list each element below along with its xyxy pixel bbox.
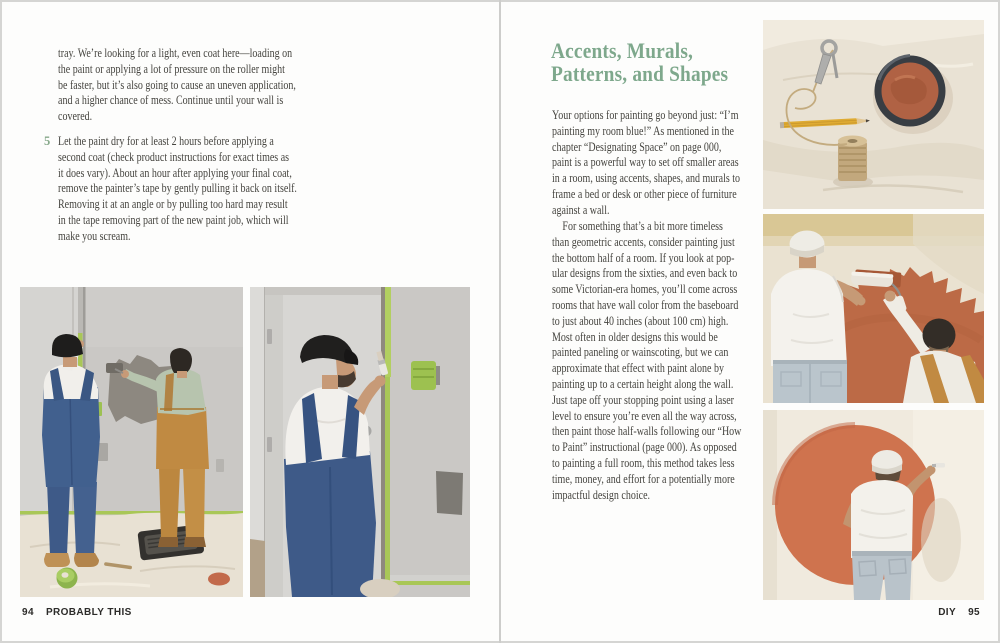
text-line: in the tape removing part of the new paint job, which will bbox=[58, 212, 289, 227]
text-line: to just about 40 inches (about 100 cm) high. bbox=[552, 313, 729, 328]
text-line: Most often in older designs this would be bbox=[552, 329, 718, 344]
body-paragraph-2 bbox=[552, 219, 741, 503]
paint-can-lid bbox=[875, 56, 946, 127]
footer-title-left: PROBABLY THIS bbox=[45, 607, 132, 618]
text-line: Your options for painting go beyond just: “I’m bbox=[552, 108, 739, 122]
right-footer bbox=[938, 607, 980, 618]
text-line: against a wall. bbox=[552, 202, 610, 217]
text-line: level to ensure you’re even all the way across, bbox=[552, 408, 737, 423]
footer-title-right: DIY bbox=[938, 607, 957, 618]
photo-painter-door-tape bbox=[250, 287, 470, 597]
text-line: Just tape off your stopping point using a laser bbox=[552, 392, 735, 407]
body-paragraph-1 bbox=[552, 108, 740, 219]
photo-rolling-terracotta bbox=[763, 214, 984, 403]
text-line: paint is a powerful way to set off smaller areas bbox=[552, 155, 739, 170]
photo-orange-circle bbox=[763, 410, 984, 600]
text-line: painted paneling or wainscoting, but we can bbox=[552, 345, 729, 360]
text-line: For something that’s a bit more timeless bbox=[562, 219, 723, 233]
text-line: in a room, using accents, shapes, and murals to bbox=[552, 171, 741, 186]
text-line: tray. We’re looking for a light, even coat here—loading on bbox=[58, 46, 293, 60]
photo-painters-gray-wall bbox=[20, 287, 243, 597]
taped-outlet bbox=[411, 361, 440, 390]
left-footer bbox=[22, 607, 132, 618]
text-line: second coat (check product instructions for exact times as bbox=[58, 149, 290, 164]
text-line: Removing it at an angle or by pulling too hard may result bbox=[58, 197, 288, 212]
text-line: chapter “Designating Space” on page 000, bbox=[552, 139, 722, 154]
text-line: approximate that effect with paint alone by bbox=[552, 361, 724, 376]
text-line: the bottom half of a room. If you look at pop- bbox=[552, 250, 735, 265]
text-line: to painting a full room, this method takes less bbox=[552, 455, 735, 470]
page-number-left: 94 bbox=[22, 607, 34, 618]
text-line: painting up to a certain height along the wall. bbox=[552, 376, 734, 391]
text-line: then paint those half-walls following our “How bbox=[552, 424, 742, 439]
tape-roll bbox=[57, 568, 78, 589]
text-line: some Victorian-era homes, you’ll come across bbox=[552, 282, 738, 297]
page-number-right: 95 bbox=[968, 607, 980, 618]
photo-paint-lid-flatlay bbox=[763, 20, 984, 209]
text-line: and a higher chance of mess. Continue until your wall is bbox=[58, 93, 284, 108]
text-line: painting my room blue!” As mentioned in the bbox=[552, 123, 734, 138]
text-line: Accents, Murals, bbox=[551, 38, 694, 63]
text-line: to Paint” instructional (page 000). As opposed bbox=[552, 440, 737, 455]
text-line: it does vary). About an hour after applying your final coat, bbox=[58, 165, 292, 180]
text-line: be faster, but it’s also going to cause an uneven application, bbox=[58, 77, 296, 92]
text-line: frame a bed or desk or other piece of furniture bbox=[552, 186, 737, 201]
page-gutter-line bbox=[499, 0, 501, 643]
text-line: impactful design choice. bbox=[552, 487, 651, 502]
text-line: Patterns, and Shapes bbox=[551, 61, 729, 86]
text-line: the paint or applying a lot of pressure on the roller might bbox=[58, 61, 285, 76]
text-line: rooms that have wall color from the baseboard bbox=[552, 297, 739, 312]
text-line: make you scream. bbox=[58, 228, 131, 243]
step-text bbox=[58, 134, 297, 245]
text-line: remove the painter’s tape by gently pulling it back on itself. bbox=[58, 181, 297, 196]
intro-paragraph bbox=[58, 46, 296, 125]
text-line: covered. bbox=[58, 109, 93, 124]
text-line: time, money, and effort for a potentially more bbox=[552, 471, 735, 486]
text-line: than geometric accents, consider painting just bbox=[552, 234, 735, 249]
step-number: 5 bbox=[44, 134, 51, 148]
chapter-heading bbox=[551, 39, 728, 85]
twine-spool bbox=[838, 136, 867, 182]
text-line: Let the paint dry for at least 2 hours before applying a bbox=[58, 134, 274, 148]
text-line: ular designs from the sixties, and even back to bbox=[552, 266, 738, 281]
